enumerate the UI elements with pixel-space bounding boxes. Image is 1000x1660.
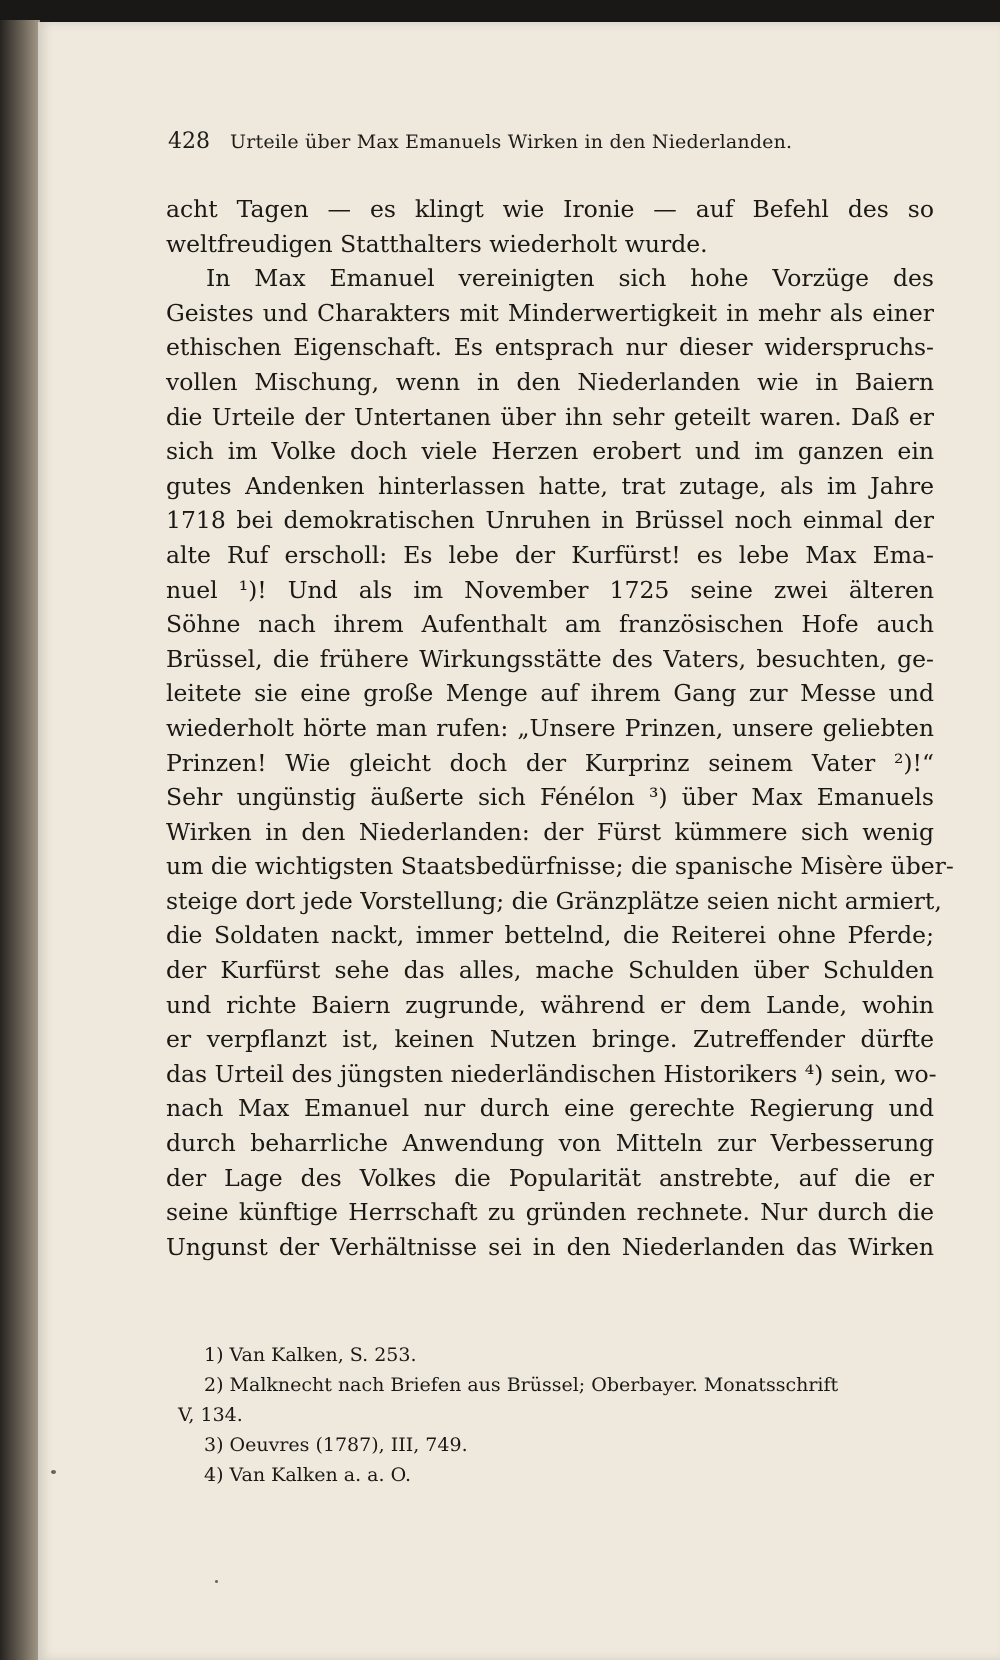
- text-line: wiederholt hörte man rufen: „Unsere Prinzen, unsere geliebten: [166, 713, 934, 742]
- text-line: der Lage des Volkes die Popularität anstrebte, auf die er: [166, 1163, 934, 1192]
- text-line: ethischen Eigenschaft. Es entsprach nur dieser widerspruchs-: [166, 333, 934, 362]
- footnote-3: 3) Oeuvres (1787), III, 749.: [204, 1434, 468, 1456]
- body-text: [166, 192, 954, 1264]
- text-line: durch beharrliche Anwendung von Mitteln zur Verbesserung: [166, 1129, 934, 1158]
- text-line: Söhne nach ihrem Aufenthalt am französischen Hofe auch: [166, 610, 934, 639]
- footnotes: [166, 1340, 934, 1490]
- footnote-2-continuation: V, 134.: [178, 1404, 243, 1426]
- text-line: gutes Andenken hinterlassen hatte, trat zutage, als im Jahre: [166, 471, 934, 500]
- text-line: das Urteil des jüngsten niederländischen Historikers ⁴) sein, wo-: [166, 1059, 937, 1088]
- running-head: Urteile über Max Emanuels Wirken in den Niederlanden.: [230, 131, 793, 153]
- text-line: um die wichtigsten Staatsbedürfnisse; die spanische Misère über-: [166, 852, 954, 881]
- page-number: 428: [168, 129, 210, 154]
- text-line: Ungunst der Verhältnisse sei in den Niederlanden das Wirken: [166, 1232, 934, 1261]
- text-line: 1718 bei demokratischen Unruhen in Brüssel noch einmal der: [166, 506, 934, 535]
- text-line: vollen Mischung, wenn in den Niederlanden wie in Baiern: [166, 367, 934, 396]
- text-line: die Soldaten nackt, immer bettelnd, die Reiterei ohne Pferde;: [166, 921, 934, 950]
- text-line: acht Tagen — es klingt wie Ironie — auf Befehl des so: [166, 195, 934, 223]
- footnote-2: 2) Malknecht nach Briefen aus Brüssel; Oberbayer. Monatsschrift: [204, 1374, 839, 1396]
- text-line: Sehr ungünstig äußerte sich Fénélon ³) über Max Emanuels: [166, 783, 934, 812]
- footnote-4: 4) Van Kalken a. a. O.: [204, 1464, 412, 1486]
- text-line: In Max Emanuel vereinigten sich hohe Vorzüge des: [206, 264, 934, 293]
- text-line: Geistes und Charakters mit Minderwertigkeit in mehr als einer: [166, 298, 934, 327]
- text-line: der Kurfürst sehe das alles, mache Schulden über Schulden: [166, 956, 934, 985]
- text-line: nach Max Emanuel nur durch eine gerechte Regierung und: [166, 1094, 934, 1123]
- text-line: und richte Baiern zugrunde, während er dem Lande, wohin: [166, 990, 934, 1019]
- page-header: [168, 125, 858, 165]
- text-line: die Urteile der Untertanen über ihn sehr geteilt waren. Daß er: [166, 402, 934, 431]
- text-line: seine künftige Herrschaft zu gründen rechnete. Nur durch die: [166, 1198, 934, 1227]
- text-line: er verpflanzt ist, keinen Nutzen bringe. Zutreffender dürfte: [166, 1025, 934, 1054]
- text-line: Brüssel, die frühere Wirkungsstätte des Vaters, besuchten, ge-: [166, 644, 934, 673]
- text-line: nuel ¹)! Und als im November 1725 seine zwei älteren: [166, 575, 934, 604]
- text-line: weltfreudigen Statthalters wiederholt wurde.: [166, 229, 708, 258]
- text-line: sich im Volke doch viele Herzen erobert und im ganzen ein: [166, 437, 934, 466]
- paper-speck: [51, 1470, 56, 1474]
- text-line: steige dort jede Vorstellung; die Gränzplätze seien nicht armiert,: [166, 886, 942, 915]
- paper-speck: [215, 1580, 218, 1583]
- text-line: Wirken in den Niederlanden: der Fürst kümmere sich wenig: [166, 817, 934, 846]
- text-line: alte Ruf erscholl: Es lebe der Kurfürst! es lebe Max Ema-: [166, 540, 934, 569]
- text-line: Prinzen! Wie gleicht doch der Kurprinz seinem Vater ²)!“: [166, 748, 934, 777]
- text-line: leitete sie eine große Menge auf ihrem Gang zur Messe und: [166, 679, 934, 708]
- footnote-1: 1) Van Kalken, S. 253.: [204, 1344, 417, 1366]
- book-binding-edge: [0, 20, 40, 1660]
